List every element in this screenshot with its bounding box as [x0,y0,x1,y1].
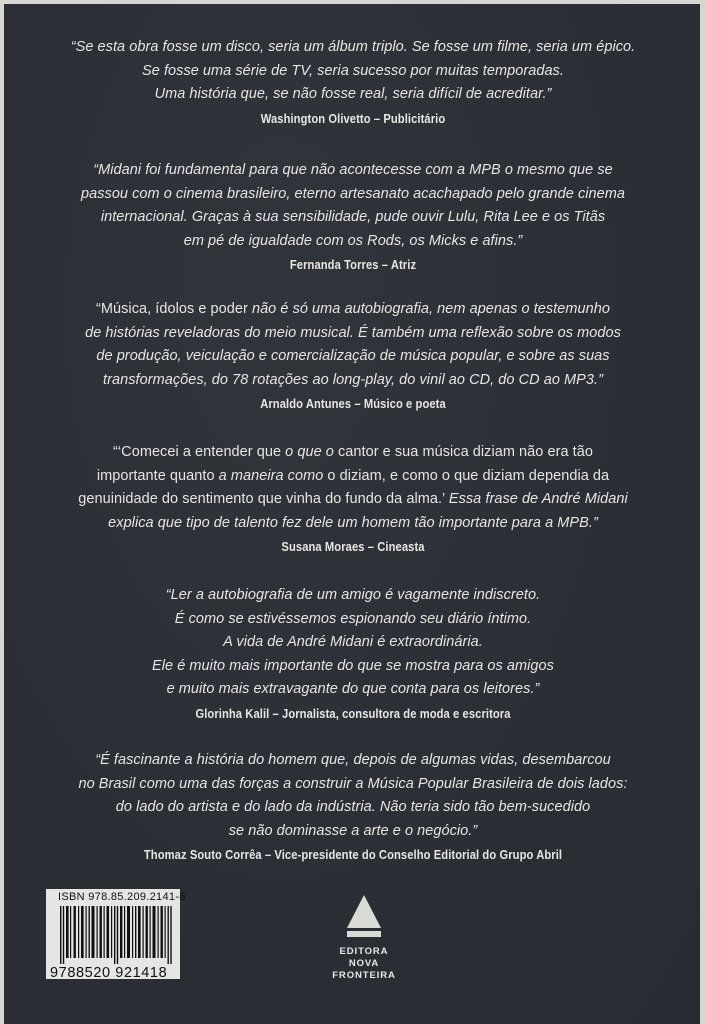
blurb-author: Thomaz Souto Corrêa – Vice-presidente do Conselho Editorial do Grupo Abril [143,847,563,862]
isbn-label: ISBN 978.85.209.2141-8 [58,891,186,903]
blurb-segment: o diziam, e como o que diziam dependia da [323,467,610,484]
book-title-text: “Música, ídolos e poder [96,301,248,317]
publisher-name-line: NOVA [348,958,380,969]
blurb-line: passou com o cinema brasileiro, eterno artesanato acachapado pelo grande cinema [80,185,625,202]
blurb-line [0,465,706,489]
publisher-logo [326,894,402,982]
blurb-line: Uma história que, se não fosse real, seria difícil de acreditar.” [154,86,552,102]
blurb-line: no Brasil como uma das forças a construir a Música Popular Brasileira de dois lados: [78,775,628,792]
blurb-line: “Se esta obra fosse um disco, seria um álbum triplo. Se fosse um filme, seria um épico. [70,39,636,55]
blurb-line: explica que tipo de talento fez dele um homem tão importante para a MPB.” [108,514,598,531]
blurb-line: Ele é muito mais importante do que se mostra para os amigos [152,657,554,674]
blurb-olivetto [0,36,706,130]
blurb-correa [0,749,706,866]
blurb-line: “Ler a autobiografia de um amigo é vagamente indiscreto. [165,587,541,603]
blurb-line: e muito mais extravagante do que conta para os leitores.” [166,681,540,697]
blurb-line: do lado do artista e do lado da indústria. Não teria sido tão bem-sucedido [115,799,591,815]
book-back-cover [4,4,700,1024]
blurb-torres [0,159,706,276]
blurb-segment-italic: o que o [285,444,334,460]
barcode-icon [60,906,174,964]
blurb-segment-italic: a maneira como [218,467,324,484]
blurb-segment: “‘Comecei a entender que [113,444,286,460]
blurb-segment-italic: Essa frase de André Midani [448,491,628,507]
blurb-segment: importante quanto [96,467,219,484]
blurb-line: “Midani foi fundamental para que não acontecesse com a MPB o mesmo que se [93,162,613,178]
blurb-kalil [0,584,706,725]
blurb-line: internacional. Graças à sua sensibilidade, pude ouvir Lulu, Rita Lee e os Titãs [100,209,606,225]
blurb-line: “É fascinante a história do homem que, depois de algumas vidas, desembarcou [95,752,611,768]
blurb-line-italic: não é só uma autobiografia, nem apenas o testemunho [247,301,610,317]
blurb-line: de produção, veiculação e comercialização de música popular, e sobre as suas [96,348,610,364]
blurb-segment: genuinidade do sentimento que vinha do fundo da alma.’ [78,491,449,507]
publisher-name-line: EDITORA [339,946,389,957]
barcode-digits: 9788520 921418 [50,965,168,981]
publisher-name-line: FRONTEIRA [332,970,396,981]
blurb-line: se não dominasse a arte e o negócio.” [228,822,478,839]
blurb-author: Washington Olivetto – Publicitário [260,110,446,126]
blurb-line: A vida de André Midani é extraordinária. [223,634,483,650]
blurb-author: Arnaldo Antunes – Músico e poeta [260,396,446,411]
blurb-line: Se fosse uma série de TV, seria sucesso por muitas temporadas. [142,62,564,79]
blurb-line: em pé de igualdade com os Rods, os Micks e afins.” [183,232,523,249]
isbn-barcode [46,889,186,981]
blurb-line [0,298,706,322]
blurb-line: de histórias reveladoras do meio musical. É também uma reflexão sobre os modos [85,324,621,341]
blurb-author: Fernanda Torres – Atriz [289,257,417,272]
blurb-line: É como se estivéssemos espionando seu diário íntimo. [174,610,532,627]
blurb-segment: cantor e sua música diziam não era tão [333,444,593,460]
blurb-moraes [0,441,706,558]
blurb-line [0,488,706,512]
blurb-author: Glorinha Kalil – Jornalista, consultora de moda e escritora [195,705,511,721]
blurb-author: Susana Moraes – Cineasta [281,539,425,554]
blurb-antunes [0,298,706,415]
blurb-line [0,441,706,465]
triangle-logo-icon [344,894,384,938]
blurb-line: transformações, do 78 rotações ao long-play, do vinil ao CD, do CD ao MP3.” [103,371,603,388]
